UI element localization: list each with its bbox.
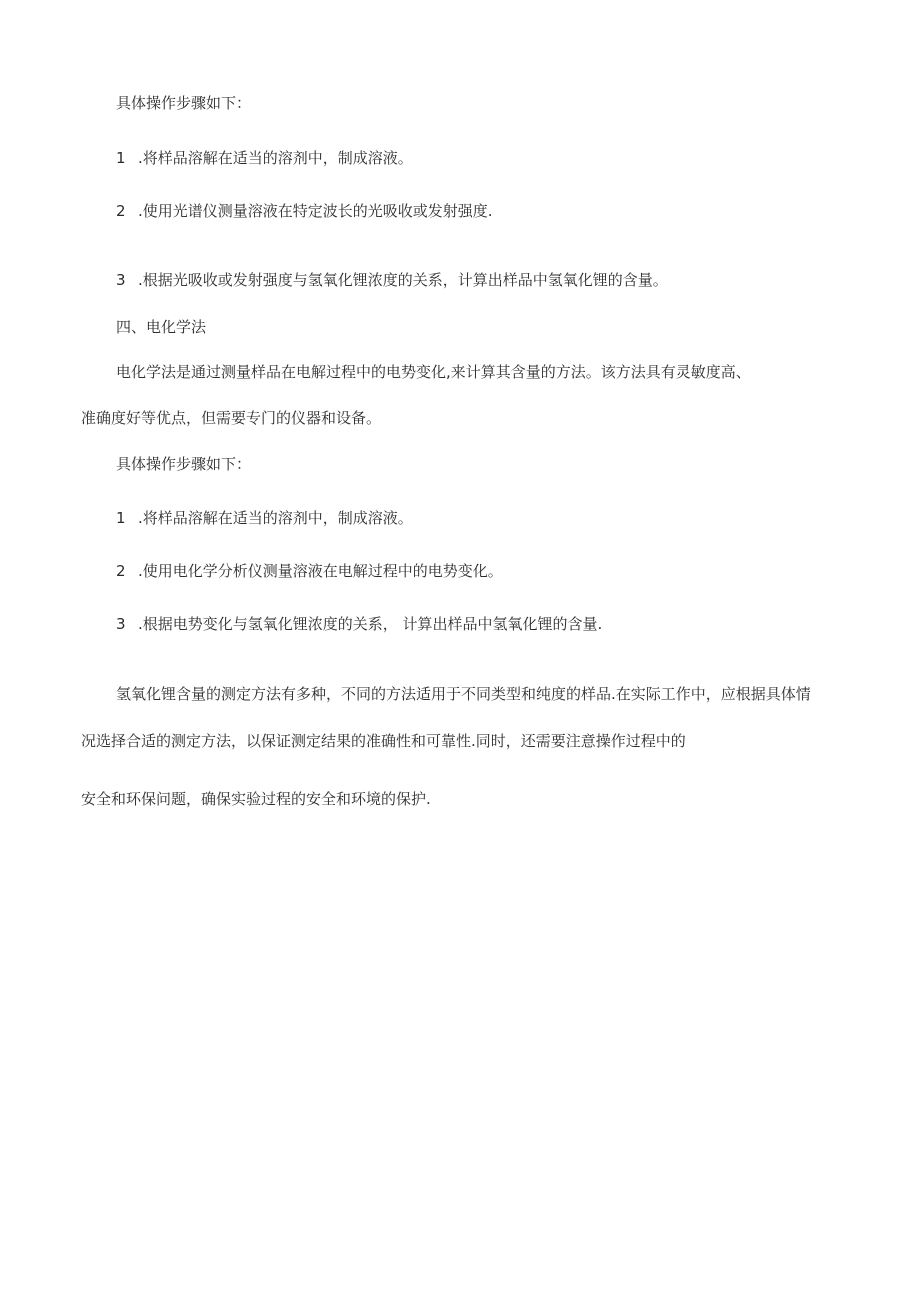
- step-item: [116, 564, 503, 579]
- step-text: .使用光谱仪测量溶液在特定波长的光吸收或发射强度.: [138, 202, 493, 220]
- step-number: 2: [116, 562, 126, 580]
- step-item: [116, 511, 413, 526]
- step-item: [116, 273, 668, 288]
- step-text: .将样品溶解在适当的溶剂中，制成溶液。: [138, 149, 413, 167]
- paragraph-line: 电化学法是通过测量样品在电解过程中的电势变化,来计算其含量的方法。该方法具有灵敏度高、: [116, 363, 751, 381]
- step-number: 3: [116, 615, 126, 633]
- step-number: 2: [116, 202, 126, 220]
- step-number: 1: [116, 149, 126, 167]
- section-heading: 四、电化学法: [116, 318, 207, 336]
- step-number: 1: [116, 509, 126, 527]
- steps-intro-2: 具体操作步骤如下：: [116, 455, 252, 473]
- step-text: .使用电化学分析仪测量溶液在电解过程中的电势变化。: [138, 562, 503, 580]
- step-number: 3: [116, 271, 126, 289]
- paragraph-line: 准确度好等优点，但需要专门的仪器和设备。: [81, 409, 382, 427]
- step-item: [116, 204, 493, 219]
- steps-intro-1: 具体操作步骤如下：: [116, 94, 252, 112]
- step-text: .根据电势变化与氢氧化锂浓度的关系， 计算出样品中氢氧化锂的含量.: [138, 615, 603, 633]
- conclusion-line: 安全和环保问题，确保实验过程的安全和环境的保护.: [81, 790, 431, 808]
- step-item: [116, 151, 413, 166]
- step-text: .将样品溶解在适当的溶剂中，制成溶液。: [138, 509, 413, 527]
- step-item: [116, 617, 602, 632]
- step-text: .根据光吸收或发射强度与氢氧化锂浓度的关系，计算出样品中氢氧化锂的含量。: [138, 271, 668, 289]
- conclusion-line: 况选择合适的测定方法，以保证测定结果的准确性和可靠性.同时，还需要注意操作过程中的: [81, 732, 686, 750]
- conclusion-line: 氢氧化锂含量的测定方法有多种，不同的方法适用于不同类型和纯度的样品.在实际工作中，应根据具体情: [116, 685, 811, 703]
